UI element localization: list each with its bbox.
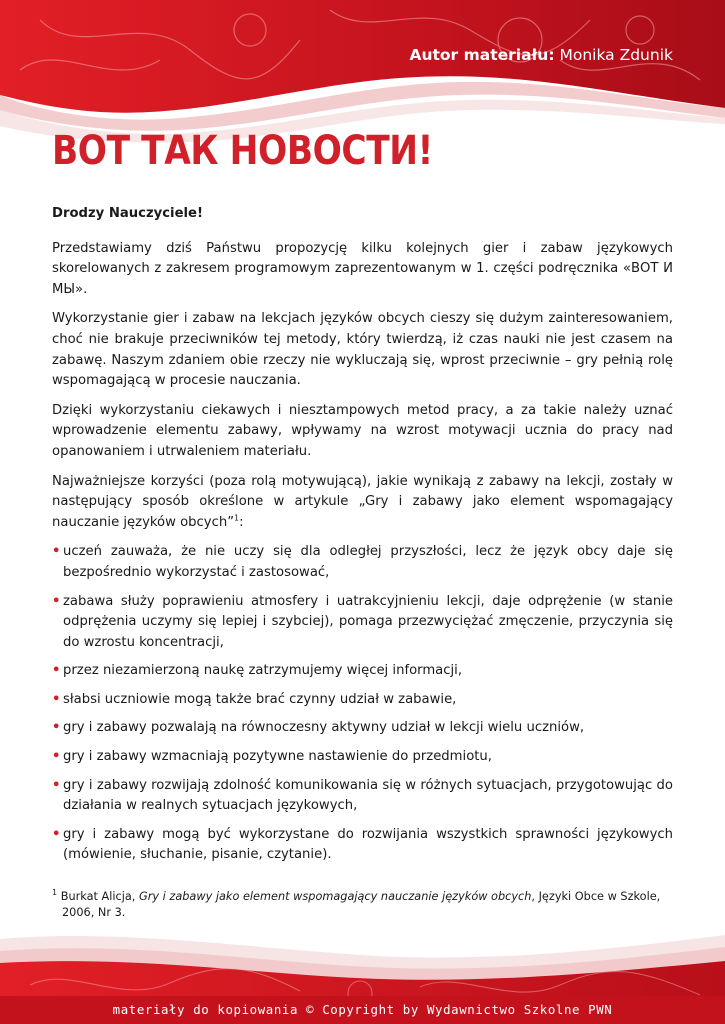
benefits-list (52, 542, 673, 866)
paragraph-intro: Przedstawiamy dziś Państwu propozycję kilku kolejnych gier i zabaw językowych skorelowanych z zakresem programowym zaprezentowanym w 1. części podręcznika «ВОТ И МЫ». (52, 240, 673, 297)
bullet-icon: • (52, 544, 61, 560)
list-item-text: zabawa służy poprawieniu atmosfery i uatrakcyjnieniu lekcji, daje odprężenie (w stanie odprężenia uczymy się lepiej i szybciej), pomaga przezwyciężać zmęczenie, przyczynia się do wzrostu koncentracji, (63, 593, 673, 650)
footnote-author: Burkat Alicja, (60, 890, 136, 903)
author-name: Monika Zdunik (559, 46, 673, 64)
main-content (52, 204, 673, 874)
paragraph-methods: Dzięki wykorzystaniu ciekawych i niesztampowych metod pracy, a za takie należy uznać wprowadzenie elementu zabawy, wpływamy na wzrost motywacji ucznia do pracy nad opanowaniem i utrwaleniem materiału. (52, 402, 673, 459)
author-credit (409, 46, 673, 64)
bullet-icon: • (52, 663, 61, 679)
list-item (52, 718, 673, 739)
bullet-icon: • (52, 826, 61, 842)
list-item (52, 542, 673, 583)
copyright-notice: materiały do kopiowania © Copyright by Wydawnictwo Szkolne PWN (112, 1002, 613, 1017)
list-item-text: gry i zabawy pozwalają na równoczesny aktywny udział w lekcji wielu uczniów, (63, 720, 585, 736)
list-item-text: uczeń zauważa, że nie uczy się dla odległej przyszłości, lecz że język obcy daje się bezpośrednio wykorzystać i zastosować, (63, 544, 673, 580)
footnote (52, 889, 673, 921)
list-item (52, 690, 673, 711)
paragraph-benefits-end: : (239, 514, 244, 530)
footnote-year: 2006, Nr 3. (62, 906, 126, 919)
list-item-text: przez niezamierzoną naukę zatrzymujemy więcej informacji, (63, 663, 463, 679)
paragraph-benefits-text: Najważniejsze korzyści (poza rolą motywującą), jakie wynikają z zabawy na lekcji, zostały w następujący sposób określone w artykule „Gry i zabawy jako element wspomagający nauczanie języków obcych” (52, 473, 673, 530)
bullet-icon: • (52, 777, 61, 793)
paragraph-usage: Wykorzystanie gier i zabaw na lekcjach języków obcych cieszy się dużym zainteresowaniem, choć nie brakuje przeciwników tej metody, który twierdzą, iż czas nauki nie jest czasem na zabawę. Naszym zdaniem obie rzeczy nie wykluczają się, wprost przeciwnie – gry pełnią rolę wspomagającą w procesie nauczania. (52, 311, 673, 389)
footnote-title: Gry i zabawy jako element wspomagający nauczanie języków obcych (139, 890, 532, 903)
list-item (52, 747, 673, 768)
list-item-text: gry i zabawy wzmacniają pozytywne nastawienie do przedmiotu, (63, 749, 492, 765)
greeting: Drodzy Nauczyciele! (52, 206, 203, 221)
page-title: ВОТ ТАК НОВОСТИ! (52, 128, 433, 174)
list-item-text: gry i zabawy mogą być wykorzystane do rozwijania wszystkich sprawności językowych (mówienie, słuchanie, pisanie, czytanie). (63, 826, 673, 863)
bullet-icon: • (52, 593, 61, 609)
list-item (52, 661, 673, 682)
bullet-icon: • (52, 691, 61, 707)
bullet-icon: • (52, 749, 61, 765)
paragraph-benefits (52, 472, 673, 534)
footnote-source: , Języki Obce w Szkole, (531, 890, 661, 903)
bullet-icon: • (52, 720, 61, 736)
list-item (52, 592, 673, 654)
author-label: Autor materiału: (409, 46, 555, 64)
list-item (52, 776, 673, 817)
list-item (52, 825, 673, 866)
footnote-number: 1 (52, 888, 58, 898)
list-item-text: gry i zabawy rozwijają zdolność komunikowania się w różnych sytuacjach, przygotowując do działania w realnych sytuacjach językowych, (63, 777, 673, 814)
footnote-ref: 1 (234, 513, 240, 523)
list-item-text: słabsi uczniowie mogą także brać czynny udział w zabawie, (63, 691, 457, 707)
